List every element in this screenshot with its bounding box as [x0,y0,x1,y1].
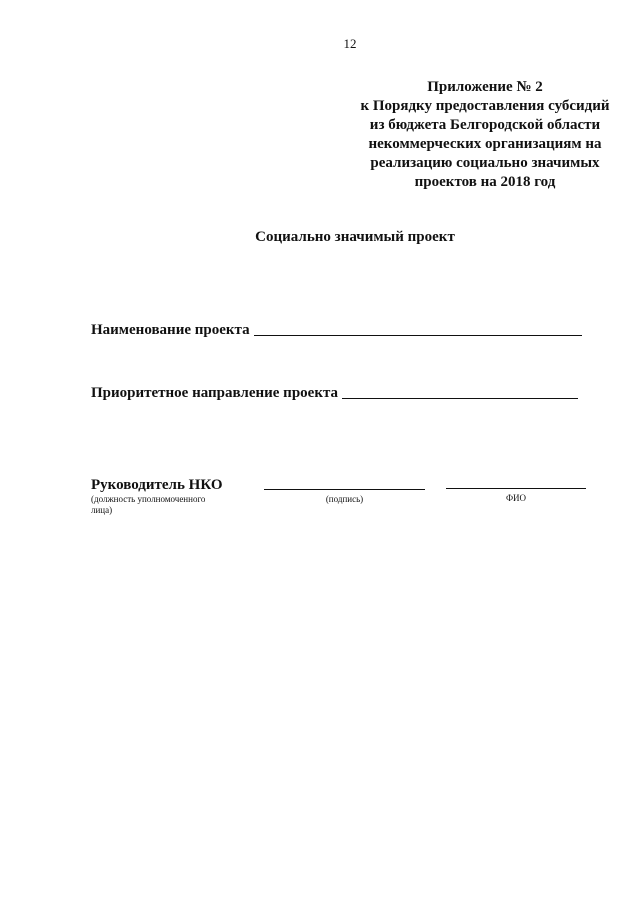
appendix-line: к Порядку предоставления субсидий [360,98,610,114]
document-title: Социально значимый проект [255,229,455,245]
position-caption [91,494,205,516]
full-name-caption: ФИО [505,493,527,503]
signature-caption: (подпись) [325,494,364,504]
page-number: 12 [343,36,357,51]
full-name-field[interactable] [446,488,586,489]
appendix-line: Приложение № 2 [427,79,543,95]
appendix-line: реализацию социально значимых [370,155,600,171]
project-name-field[interactable] [254,334,582,336]
project-name-row [91,322,582,339]
project-name-label: Наименование проекта [91,322,250,338]
priority-direction-label: Приоритетное направление проекта [91,385,339,401]
appendix-line: проектов на 2018 год [414,174,556,190]
appendix-header [340,78,630,192]
priority-direction-field[interactable] [342,397,578,399]
head-of-nko-label: Руководитель НКО [91,477,223,493]
position-caption-line: (должность уполномоченного [91,494,206,504]
appendix-line: некоммерческих организациям на [368,136,602,152]
signature-field[interactable] [264,489,425,490]
position-caption-line: лица) [91,505,113,515]
priority-direction-row [91,385,578,402]
appendix-line: из бюджета Белгородской области [369,117,601,133]
